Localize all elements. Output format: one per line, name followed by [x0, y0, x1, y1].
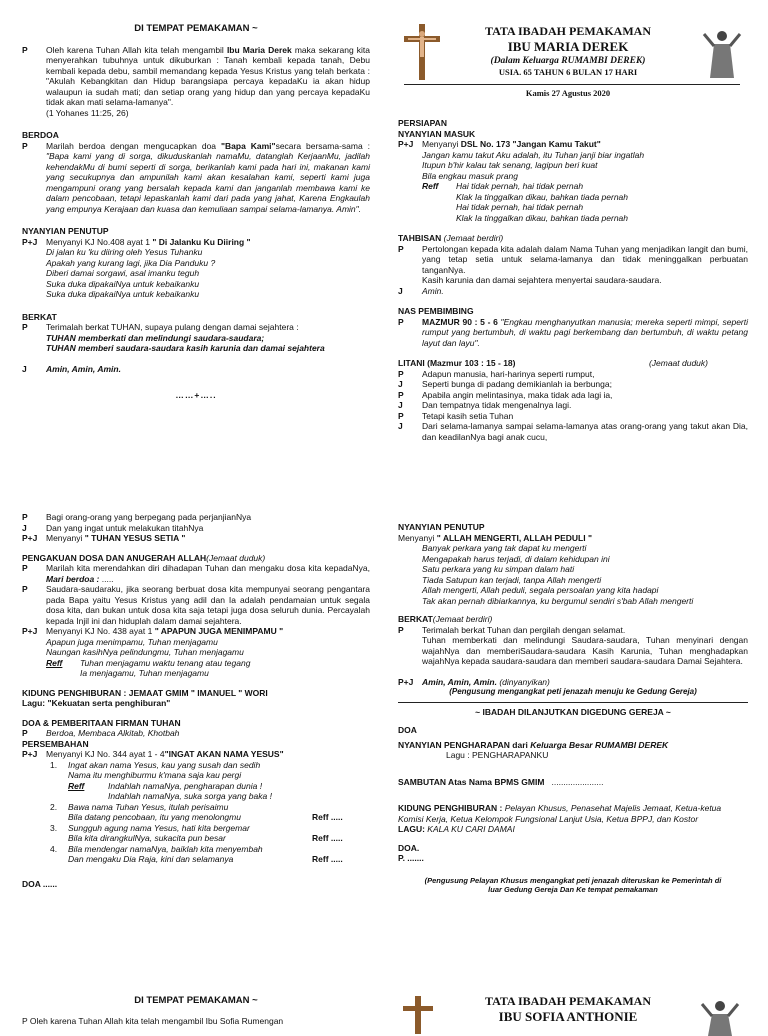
np-song: " Di Jalanku Ku Diiring " — [152, 236, 251, 247]
p1-deceased-name: IBU MARIA DEREK — [507, 39, 629, 54]
pdosa-p1-label: P — [22, 563, 28, 573]
pj-row — [22, 533, 370, 544]
litani-heading — [398, 358, 748, 369]
lagu-text: KALA KU CARI DAMAI — [427, 824, 515, 834]
litani-list — [398, 369, 748, 443]
tahbisan-text-2: Kasih karunia dan damai sejahtera menyertai saudara-saudara. — [422, 275, 662, 285]
p3-deceased-name: IBU SOFIA ANTHONIE — [498, 1009, 638, 1024]
kj344-label: P+J — [22, 749, 38, 759]
pdosa-p2 — [22, 584, 370, 626]
pj-song: " TUHAN YESUS SETIA " — [84, 533, 186, 543]
lyric-line: Indahlah namaNya, pengharapan dunia ! — [108, 780, 263, 791]
pdosa-p1-text: Marilah kita merendahkan diri dihadapan Tuhan dan mengaku dosa kita kepadaNya, — [46, 563, 370, 573]
p2-np-song: " ALLAH MENGERTI, ALLAH PEDULI " — [436, 532, 592, 543]
lagu-row — [398, 824, 748, 835]
pj-text: Menyanyi — [46, 533, 85, 543]
crucifix-icon — [400, 22, 444, 82]
kj344-song: "INGAT AKAN NAMA YESUS" — [164, 749, 284, 759]
nm-reff — [398, 181, 748, 223]
litani-title: LITANI — [398, 358, 425, 368]
pdosa-p2-text: Saudara-saudaraku, jika seorang berbuat dosa kita mempunyai seorang pengantara pada Bapa yaitu Yesus Kristus yang adil dan Ia adalah pendamaian untuk segala dosa kita, dan bukan untuk dosa kita saja tetapi juga dosa seluruh dunia. Percayalah kepada Injil ini dan hiduplah dalam damai sejahtera. — [46, 584, 370, 626]
p2-np-lyrics — [398, 543, 748, 606]
p2-berkat-text-2: Tuhan memberkati dan melindungi Saudara-saudara, Tuhan menyinari dengan wajahNya dan memberiSaudara-saudara Kasih Karunia, Tuhan menghadapkan wajahNya kepada saudara-saudara dan memberi saudara-saudara Damai Sejahtera. — [422, 635, 748, 666]
tahbisan-j: J — [398, 285, 403, 296]
p1-left-column — [22, 24, 370, 401]
pdosa-title: PENGAKUAN DOSA DAN ANUGERAH ALLAH — [22, 552, 207, 563]
p2-np-title: NYANYIAN PENUTUP — [398, 522, 485, 532]
p2-amin-label: P+J — [398, 676, 414, 687]
berkat-label: P — [22, 322, 28, 332]
np-row — [22, 237, 370, 248]
p2-rule — [398, 702, 748, 703]
lyric-line: Suka duka dipakaiNya untuk kebaikanku — [46, 278, 200, 289]
lyric-line: Hai tidak pernah, hai tidak pernah — [456, 181, 584, 191]
berdoa-bapa-kami: "Bapa Kami" — [220, 140, 276, 151]
litani-text: Tetapi kasih setia Tuhan — [422, 410, 514, 421]
kidung-title: KIDUNG PENGHIBURAN : JEMAAT GMIM " IMANUEL " WORI — [22, 687, 268, 698]
verse-4 — [22, 844, 370, 865]
berkat-text: Terimalah berkat TUHAN, supaya pulang dengan damai sejahtera : — [46, 322, 299, 332]
lagu-pre: LAGU: — [398, 824, 428, 834]
lyric-line: Bila engkau masuk prang — [422, 170, 518, 181]
verse-3 — [22, 823, 370, 844]
lyric-line: Klak Ia tinggalkan dikau, bahkan tiada pernah — [456, 191, 629, 202]
tahbisan-text: Pertolongan kepada kita adalah dalam Nama Tuhan yang menjadikan langit dan bumi, yang tetap setia untuk selama-lamanya dan tidak meninggalkan perbuatan tanganNya. — [422, 243, 748, 275]
pdosa-p1-dots: ..... — [99, 573, 114, 584]
berdoa-prayer-text: "Bapa kami yang di sorga, dikuduskanlah namaMu, datanglah KerjaanMu, jadilah kehendakMu di bumi seperti di sorga, berikanlah kami pada hari ini, makanan kami yang secukupnya dan ampunilah kami akan kesalahan kami, seperti kami juga mengampuni orang yang bersalah kepada kami dan janganlah membawa kami ke dalam pencobaan, tetapi lepaskanlah kami dari pada yang jahat, Karena Engkaulah yang empunya Kerajaan dan kuasa dan kemuliaan sampai selama-lamanya. Amin". — [46, 151, 370, 214]
p3-title: TATA IBADAH PEMAKAMAN — [485, 994, 651, 1008]
sambutan-dots: ...................... — [551, 776, 604, 787]
lyric-line: Suka duka dipakaiNya untuk kebaikanku — [46, 289, 200, 299]
np-title: NYANYIAN PENUTUP — [22, 226, 109, 236]
pdosa-heading — [22, 553, 370, 564]
tahbisan-row — [398, 244, 748, 286]
intro-deceased-name: Ibu Maria Derek — [226, 44, 292, 55]
berdoa-text-a: Marilah berdoa dengan mengucapkan doa — [46, 140, 221, 151]
lyric-line: Apapun juga menimpamu, Tuhan menjagamu — [46, 636, 218, 647]
kj438-row — [22, 626, 370, 637]
pengusung-note: (Pengusung mengangkat peti jenazah menuju ke Gedung Gereja) — [449, 687, 697, 696]
lyric-line: Hai tidak pernah, hai tidak pernah — [456, 202, 584, 212]
litani-speaker: J — [398, 421, 403, 431]
p2-np-pre: Menyanyi — [398, 532, 437, 543]
p2-text: Dan yang ingat untuk melakukan titahNya — [46, 522, 204, 533]
tahbisan-title: TAHBISAN — [398, 233, 442, 243]
lyric-line: Indahlah namaNya, suka sorga yang baka ! — [108, 791, 272, 801]
separator: ……+….. — [175, 390, 217, 400]
tahbisan-amin — [398, 286, 748, 297]
litani-text: Seperti bunga di padang demikianlah ia berbunga; — [422, 379, 612, 389]
litani-line — [398, 421, 748, 442]
lyric-line: Naungan kasihNya pelindungmu, Tuhan menjagamu — [46, 647, 244, 657]
p2-left-column — [22, 512, 370, 889]
doa-row — [22, 728, 370, 739]
tahbisan-amin-text: Amin. — [422, 285, 444, 296]
nas-title: NAS PEMBIMBING — [398, 306, 474, 316]
litani-line — [398, 400, 748, 411]
doa-text: Berdoa, Membaca Alkitab, Khotbah — [46, 728, 180, 738]
amin-label: J — [22, 363, 27, 374]
litani-speaker: P — [398, 389, 404, 400]
litani-ref: (Mazmur 103 : 15 - 18) — [427, 358, 516, 368]
reff-tag: Reff ..... — [312, 833, 343, 843]
p2-amin-row — [398, 677, 748, 688]
kidung-text: Pelayan Khusus, Penasehat Majelis Jemaat, Ketua-ketua Komisi Kerja, Ketua Kelompok Fungsional Lanjut Usia, Ketua BPPJ, dan Kostor — [398, 803, 722, 824]
p3-left-partial: P Oleh karena Tuhan Allah kita telah mengambil Ibu Sofia Rumengan — [22, 1016, 284, 1026]
kidung-pre: KIDUNG PENGHIBURAN : — [398, 803, 505, 813]
lyric-line: Ingat akan nama Yesus, kau yang susah dan sedih — [68, 759, 261, 770]
intro-label: P — [22, 44, 28, 55]
p1-age: USIA. 65 TAHUN 6 BULAN 17 HARI — [498, 67, 638, 77]
doa-title: DOA & PEMBERITAAN FIRMAN TUHAN — [22, 717, 181, 728]
jesus-figure-icon — [702, 26, 742, 82]
nas-ref: MAZMUR 90 : 5 - 6 — [422, 316, 498, 327]
lyric-line: Di jalan ku 'ku diiring oleh Yesus Tuhanku — [46, 247, 203, 257]
berdoa-title: BERDOA — [22, 130, 59, 140]
p2-amin-text: Amin, Amin, Amin. — [422, 676, 497, 687]
nph-pre: NYANYIAN PENGHARAPAN dari — [398, 739, 531, 750]
litani-speaker: P — [398, 368, 404, 379]
p2-doa2: DOA. — [398, 842, 420, 853]
p2-p-end: P. ....... — [398, 853, 424, 863]
nph-lagu: Lagu : PENGHARAPANKU — [446, 750, 549, 760]
berkat-row — [22, 322, 370, 354]
berkat-blessing-2: TUHAN memberi saudara-saudara kasih karunia dan damai sejahtera — [46, 343, 325, 353]
kj438-label: P+J — [22, 626, 38, 636]
nm-label: P+J — [398, 139, 414, 149]
litani-text: Dari selama-lamanya sampai selama-lamanya atas orang-orang yang takut akan Dia, dan keadilanNya bagi anak cucu, — [422, 421, 748, 442]
lyric-line: Tak akan pernah dibiarkannya, ku bergumul sendiri s'bab Allah mengerti — [422, 595, 694, 606]
p1-date: Kamis 27 Agustus 2020 — [525, 88, 611, 98]
tahbisan-label: P — [398, 243, 404, 254]
p1-right-column — [398, 118, 748, 442]
crucifix-icon — [400, 994, 436, 1034]
reff-label: Reff — [422, 181, 439, 191]
berdoa-paragraph — [22, 141, 370, 215]
pj-label: P+J — [22, 533, 38, 543]
sambutan-row — [398, 777, 748, 788]
lyric-line: Allah mengerti, Allah peduli, segala persoalan yang kita hadapi — [422, 585, 659, 595]
np-pre: Menyanyi KJ No.408 ayat 1 — [46, 236, 153, 247]
intro-text-a: Oleh karena Tuhan Allah kita telah mengambil — [46, 44, 227, 55]
intro-paragraph — [22, 45, 370, 119]
lyric-line: Jangan kamu takut Aku adalah, itu Tuhan janji biar ingatlah — [422, 149, 645, 160]
p2-speaker: P — [22, 512, 28, 522]
p2-right-column — [398, 522, 748, 895]
lyric-line: Diberi damai sorgawi, asal imanku teguh — [46, 268, 200, 278]
lyric-line: Banyak perkara yang tak dapat ku mengerti — [422, 543, 587, 553]
nm-title: NYANYIAN MASUK — [398, 128, 476, 139]
p1-left-header: DI TEMPAT PEMAKAMAN ~ — [134, 23, 258, 34]
verse-2 — [22, 802, 370, 823]
berkat-title: BERKAT — [22, 311, 57, 322]
lyric-line: Bila datang pencobaan, itu yang menolongmu — [68, 812, 241, 822]
berdoa-text-b: secara bersama-sama : — [275, 140, 370, 151]
litani-line — [398, 390, 748, 401]
lyric-line: Itupun b'hir kalau tak senang, lagipun beri kuat — [422, 160, 598, 170]
lyric-line: Tiada Satupun kan terjadi, tanpa Allah mengerti — [422, 574, 602, 585]
np-lyrics — [22, 247, 370, 300]
lyric-line: Bila mendengar namaNya, baiklah kita menyembah — [68, 843, 263, 854]
nm-lyrics — [398, 150, 748, 182]
reff-label: Reff — [68, 780, 85, 791]
p2-line — [22, 512, 370, 523]
pdosa-note: (Jemaat duduk) — [206, 552, 266, 563]
kidung-lagu: Lagu: "Kekuatan serta penghiburan" — [22, 698, 171, 708]
kidung-row — [398, 803, 748, 824]
verse-1-reff — [68, 781, 370, 802]
p2-berkat-note: (Jemaat berdiri) — [432, 614, 493, 624]
berdoa-label: P — [22, 140, 28, 151]
header-rule — [404, 84, 740, 85]
jesus-figure-icon — [700, 996, 740, 1036]
persiapan-title: PERSIAPAN — [398, 118, 447, 128]
lyric-line: Bila kita dirangkulNya, sukacita pun besar — [68, 833, 226, 843]
verse-number: 3. — [50, 822, 58, 833]
litani-line — [398, 379, 748, 390]
pdosa-mari-berdoa: Mari berdoa : — [46, 573, 100, 584]
footer-note: (Pengusung Pelayan Khusus mengangkat peti jenazah diteruskan ke Pemerintah di luar Gedung Gereja Dan Ke tempat pemakaman — [424, 875, 722, 894]
litani-text: Dan tempatnya tidak mengenalnya lagi. — [422, 400, 572, 410]
p2-line — [22, 523, 370, 534]
np-label: P+J — [22, 236, 38, 247]
lyric-line: Tuhan menjagamu waktu tenang atau tegang — [80, 657, 251, 668]
kj344-pre: Menyanyi KJ No. 344 ayat 1 - 4 — [46, 749, 165, 759]
berkat-blessing-1: TUHAN memberkati dan melindungi saudara-saudara; — [46, 332, 265, 343]
p1-family: (Dalam Keluarga RUMAMBI DEREK) — [490, 56, 646, 66]
lanjut-heading: ~ IBADAH DILANJUTKAN DIGEDUNG GEREJA ~ — [475, 706, 671, 717]
litani-text: Adapun manusia, hari-harinya seperti rumput, — [422, 368, 595, 379]
nm-pre: Menyanyi — [422, 139, 461, 149]
kj344-row — [22, 749, 370, 760]
tahbisan-heading — [398, 233, 748, 244]
nph-row — [398, 740, 748, 751]
p2-berkat-label: P — [398, 624, 404, 635]
p2-text: Bagi orang-orang yang berpegang pada perjanjianNya — [46, 512, 252, 522]
verse-1 — [22, 760, 370, 802]
kj438-song: " APAPUN JUGA MENIMPAMU " — [154, 626, 284, 636]
p1-header-block — [398, 20, 748, 100]
kj438-reff — [22, 658, 370, 679]
pdosa-p1 — [22, 563, 370, 584]
nas-row — [398, 317, 748, 349]
doa-end: DOA ...... — [22, 878, 58, 889]
sambutan-text: SAMBUTAN Atas Nama BPMS GMIM — [398, 776, 545, 787]
verse-number: 1. — [50, 759, 58, 770]
p2-berkat-heading — [398, 614, 748, 625]
p1-title: TATA IBADAH PEMAKAMAN — [485, 24, 651, 38]
intro-bible-ref: (1 Yohanes 11:25, 26) — [46, 107, 129, 118]
doa-label: P — [22, 728, 28, 738]
p2-berkat-row — [398, 625, 748, 667]
persembahan-title: PERSEMBAHAN — [22, 738, 89, 749]
reff-label: Reff — [46, 657, 63, 668]
litani-speaker: J — [398, 400, 403, 410]
litani-line — [398, 411, 748, 422]
lyric-line: Ia menjagamu, Tuhan menjagamu — [80, 668, 209, 678]
pdosa-p2-label: P — [22, 584, 28, 594]
verse-number: 2. — [50, 801, 58, 812]
nm-row — [398, 139, 748, 150]
lyric-line: Satu perkara yang ku simpan dalam hati — [422, 564, 575, 574]
tahbisan-note: (Jemaat berdiri) — [443, 233, 504, 243]
lyric-line: Dan mengaku Dia Raja, kini dan selamanya — [68, 854, 234, 864]
p2-np-row — [398, 533, 748, 544]
lyric-line: Apakah yang kurang lagi, jika Dia Panduku ? — [46, 257, 216, 268]
lyric-line: Nama itu menghiburmu k'mana saja kau pergi — [68, 770, 242, 780]
lyric-line: Mengapakah harus terjadi, di dalam kehidupan ini — [422, 553, 610, 564]
nm-song: DSL No. 173 "Jangan Kamu Takut" — [460, 139, 601, 149]
kj438-lyrics — [22, 637, 370, 658]
intro-text-b: maka sekarang kita menyerahkan tubuhnya untuk dikuburkan : Tanah kembali kepada tanah, Debu kembali kepada debu, sambil memandang kepada Yesus Kristus yang telah berkata : "Akulah Kebangkitan dan Hidup barangsiapa percaya kepadaKu ia akan hidup walaupun ia sudah mati; dan setiap orang yang hidup dan yang percaya kepadaKu tidak akan mati selama-lamanya". — [46, 44, 370, 107]
amin-text: Amin, Amin, Amin. — [46, 363, 121, 374]
p2-doa: DOA — [398, 725, 417, 735]
lyric-line: Klak Ia tinggalkan dikau, bahkan tiada pernah — [456, 212, 629, 223]
litani-text: Apabila angin melintasinya, maka tidak ada lagi ia, — [422, 389, 613, 400]
p2-berkat-title: BERKAT — [398, 614, 433, 624]
p2-amin-note: (dinyanyikan) — [499, 676, 550, 687]
lyric-line: Sungguh agung nama Yesus, hati kita bergemar — [68, 822, 250, 833]
p2-speaker: J — [22, 522, 27, 533]
reff-tag: Reff ..... — [312, 854, 343, 864]
lyric-line: Bawa nama Tuhan Yesus, itulah perisaimu — [68, 801, 229, 812]
nph-family: Keluarga Besar RUMAMBI DEREK — [530, 739, 669, 750]
p2-berkat-text: Terimalah berkat Tuhan dan pergilah dengan selamat. — [422, 624, 626, 635]
litani-line — [398, 369, 748, 380]
verse-number: 4. — [50, 843, 58, 854]
kj438-pre: Menyanyi KJ No. 438 ayat 1 — [46, 626, 153, 636]
nas-text: "Engkau menghanyutkan manusia; mereka seperti mimpi, seperti rumput yang bertumbuh, di waktu pagi berkembang dan bertumbuh, di waktu petang layut dan layu". — [422, 316, 748, 348]
litani-note: (Jemaat duduk) — [648, 358, 708, 368]
reff-tag: Reff ..... — [312, 812, 343, 822]
nas-label: P — [398, 316, 404, 327]
litani-speaker: J — [398, 379, 403, 389]
litani-speaker: P — [398, 410, 404, 421]
p3-left-header: DI TEMPAT PEMAKAMAN ~ — [134, 995, 258, 1006]
amin-row — [22, 364, 370, 375]
